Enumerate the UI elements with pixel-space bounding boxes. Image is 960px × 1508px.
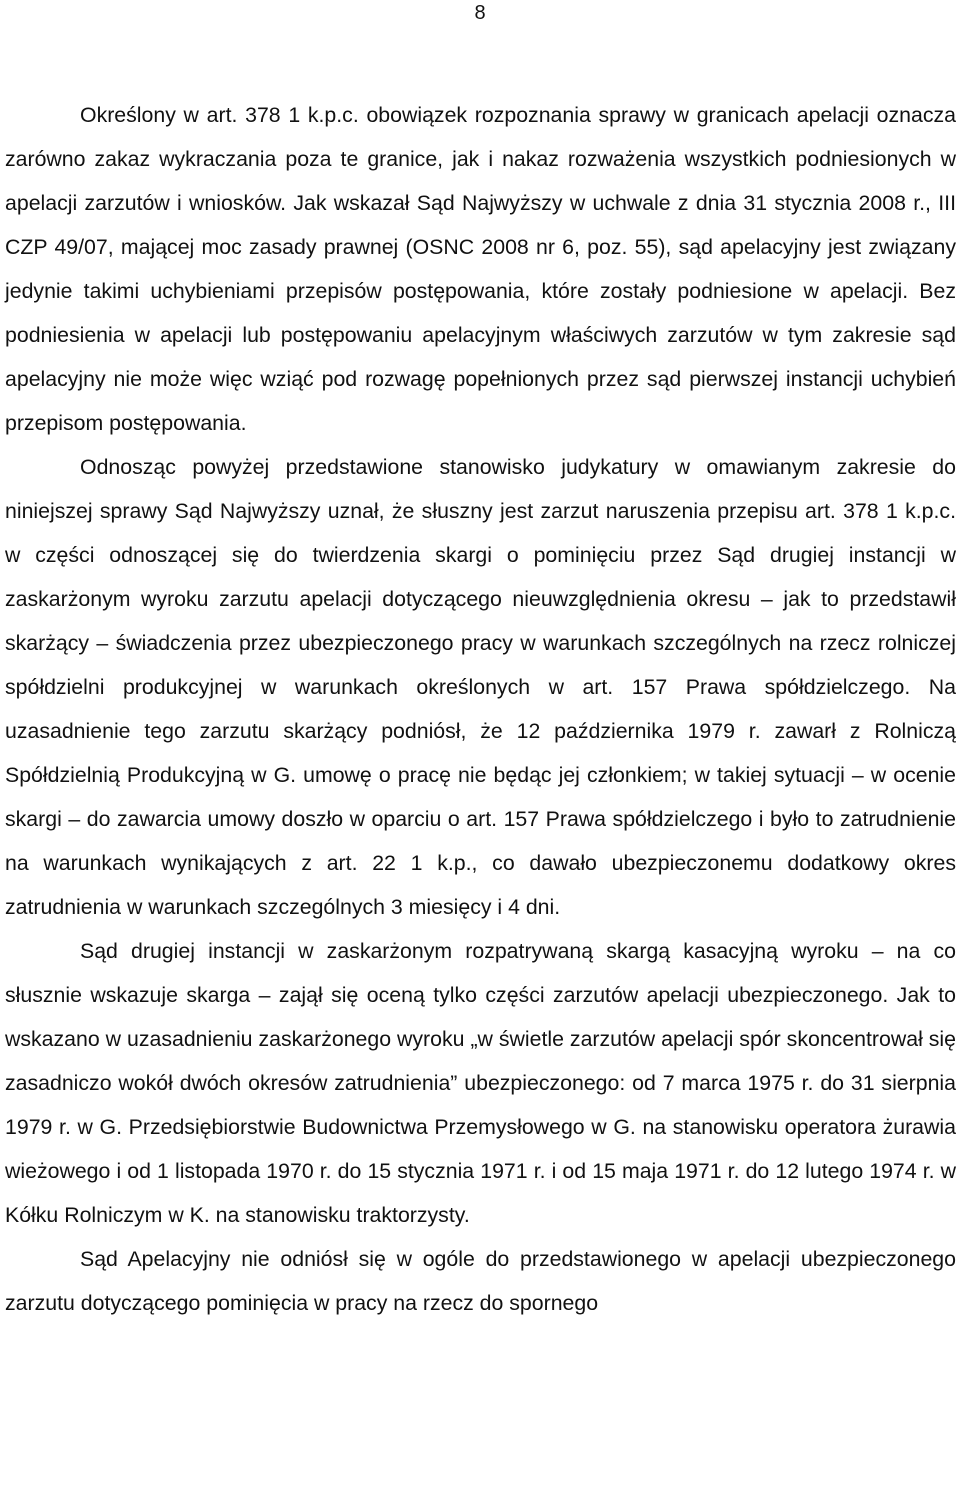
- paragraph-1: Określony w art. 378 1 k.p.c. obowiązek rozpoznania sprawy w granicach apelacji oznacza zarówno zakaz wykraczania poza te granice, jak i nakaz rozważenia wszystkich podniesionych w apelacji zarzutów i wniosków. Jak wskazał Sąd Najwyższy w uchwale z dnia 31 stycznia 2008 r., III CZP 49/07, mającej moc zasady prawnej (OSNC 2008 nr 6, poz. 55), sąd apelacyjny jest związany jedynie takimi uchybieniami przepisów postępowania, które zostały podniesione w apelacji. Bez podniesienia w apelacji lub postępowaniu apelacyjnym właściwych zarzutów w tym zakresie sąd apelacyjny nie może więc wziąć pod rozwagę popełnionych przez sąd pierwszej instancji uchybień przepisom postępowania.: [5, 103, 956, 435]
- paragraph-2: Odnosząc powyżej przedstawione stanowisko judykatury w omawianym zakresie do niniejszej sprawy Sąd Najwyższy uznał, że słuszny jest zarzut naruszenia przepisu art. 378 1 k.p.c. w części odnoszącej się do twierdzenia skargi o pominięciu przez Sąd drugiej instancji w zaskarżonym wyroku zarzutu apelacji dotyczącego nieuwzględnienia okresu – jak to przedstawił skarżący – świadczenia przez ubezpieczonego pracy w warunkach szczególnych na rzecz rolniczej spółdzielni produkcyjnej w warunkach określonych w art. 157 Prawa spółdzielczego. Na uzasadnienie tego zarzutu skarżący podniósł, że 12 października 1979 r. zawarł z Rolniczą Spółdzielnią Produkcyjną w G. umowę o pracę nie będąc jej członkiem; w takiej sytuacji – w ocenie skargi – do zawarcia umowy doszło w oparciu o art. 157 Prawa spółdzielczego i było to zatrudnienie na warunkach wynikających z art. 22 1 k.p., co dawało ubezpieczonemu dodatkowy okres zatrudnienia w warunkach szczególnych 3 miesięcy i 4 dni.: [5, 455, 956, 919]
- document-body: [5, 93, 956, 1325]
- paragraph-4: Sąd Apelacyjny nie odniósł się w ogóle do przedstawionego w apelacji ubezpieczonego zarzutu dotyczącego pominięcia w pracy na rzecz do spornego: [5, 1247, 956, 1315]
- paragraph-3: Sąd drugiej instancji w zaskarżonym rozpatrywaną skargą kasacyjną wyroku – na co słusznie wskazuje skarga – zajął się oceną tylko części zarzutów apelacji ubezpieczonego. Jak to wskazano w uzasadnieniu zaskarżonego wyroku „w świetle zarzutów apelacji spór skoncentrował się zasadniczo wokół dwóch okresów zatrudnienia” ubezpieczonego: od 7 marca 1975 r. do 31 sierpnia 1979 r. w G. Przedsiębiorstwie Budownictwa Przemysłowego w G. na stanowisku operatora żurawia wieżowego i od 1 listopada 1970 r. do 15 stycznia 1971 r. i od 15 maja 1971 r. do 12 lutego 1974 r. w Kółku Rolniczym w K. na stanowisku traktorzysty.: [5, 939, 956, 1227]
- page-number: 8: [474, 2, 486, 24]
